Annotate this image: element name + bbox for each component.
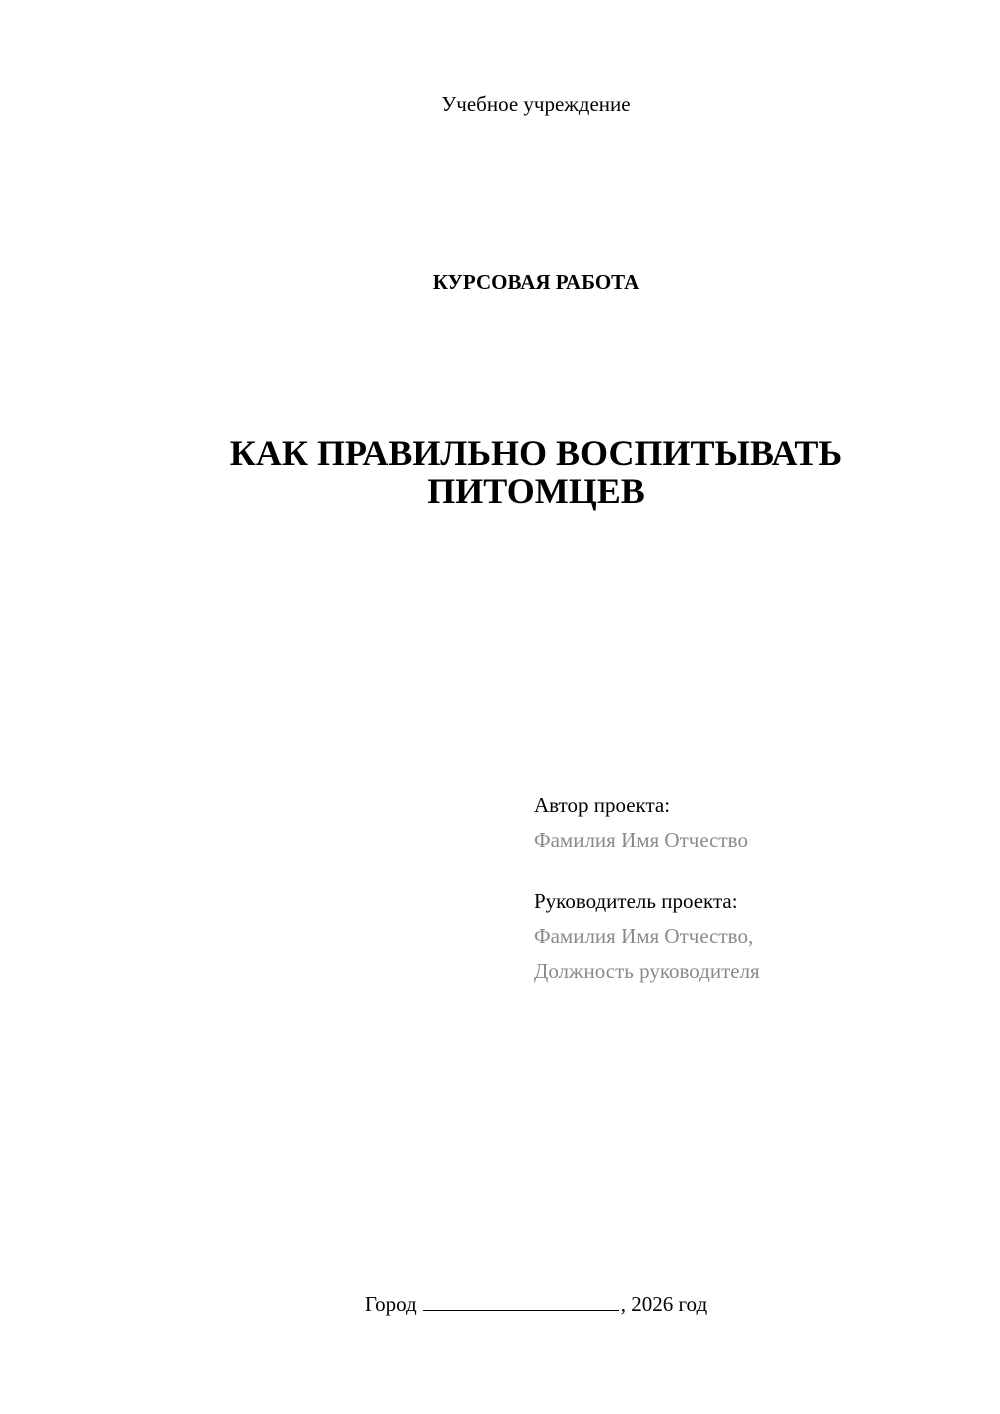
footer-city-year [0, 1290, 1000, 1318]
supervisor-label: Руководитель проекта: [534, 889, 738, 913]
supervisor-group [534, 884, 974, 989]
document-type: КУРСОВАЯ РАБОТА [432, 270, 640, 294]
document-title-line-1: КАК ПРАВИЛЬНО ВОСПИТЫВАТЬ [229, 433, 843, 473]
document-title-line-2: ПИТОМЦЕВ [427, 471, 645, 511]
city-label: Город [364, 1292, 417, 1316]
year-text: , 2026 год [620, 1292, 708, 1316]
supervisor-name: Фамилия Имя Отчество, [534, 924, 754, 948]
author-label: Автор проекта: [534, 793, 671, 817]
document-title [0, 434, 1000, 510]
institution-name: Учебное учреждение [441, 92, 631, 116]
credits-block [534, 788, 974, 989]
supervisor-position: Должность руководителя [534, 959, 760, 983]
author-name: Фамилия Имя Отчество [534, 828, 748, 852]
city-blank-line [423, 1290, 619, 1311]
author-group [534, 788, 974, 858]
